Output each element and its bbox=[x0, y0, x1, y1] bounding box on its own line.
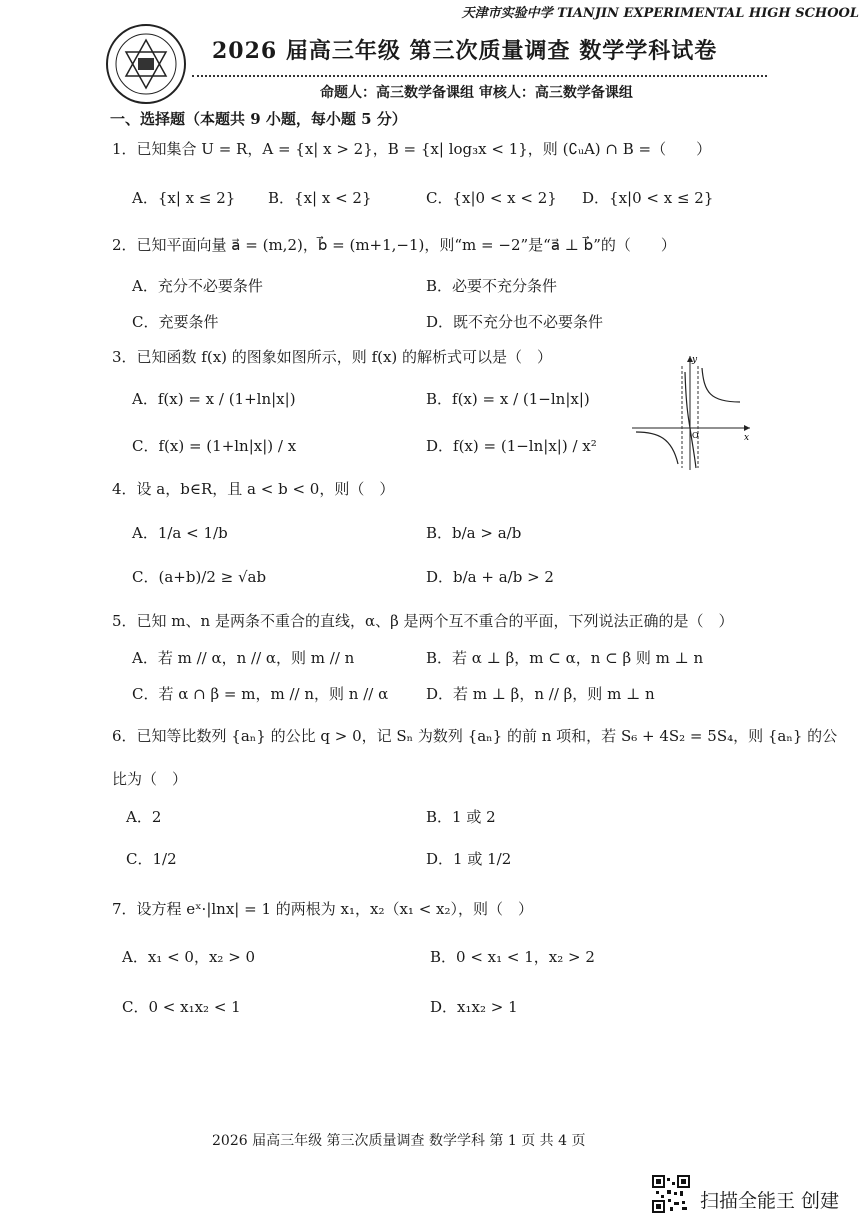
question-6-option-a: A．2 bbox=[126, 808, 162, 826]
section-heading: 一、选择题（本题共 9 小题，每小题 5 分） bbox=[110, 110, 407, 128]
question-5-option-a: A．若 m // α，n // α，则 m // n bbox=[132, 649, 355, 667]
question-3-option-d: D．f(x) = (1−ln|x|) / x² bbox=[426, 437, 597, 455]
question-4-option-b: B．b/a > a/b bbox=[426, 524, 522, 542]
question-2-stem: 2．已知平面向量 a⃗ = (m,2)，b⃗ = (m+1,−1)，则“m = −2”是“a⃗ ⊥ b⃗”的（ ） bbox=[112, 236, 676, 254]
question-2-option-a: A．充分不必要条件 bbox=[132, 277, 263, 295]
question-7-option-a: A．x₁ < 0，x₂ > 0 bbox=[122, 948, 256, 966]
graph-origin-label: O bbox=[692, 431, 699, 440]
question-7-option-c: C．0 < x₁x₂ < 1 bbox=[122, 998, 241, 1016]
question-1-stem: 1．已知集合 U = R，A = {x| x > 2}，B = {x| log₃x < 1}，则 (∁ᵤA) ∩ B =（ ） bbox=[112, 140, 712, 158]
question-6-option-d: D．1 或 1/2 bbox=[426, 850, 512, 868]
question-7-option-d: D．x₁x₂ > 1 bbox=[430, 998, 518, 1016]
question-1-option-d: D．{x|0 < x ≤ 2} bbox=[582, 189, 714, 207]
question-3-stem: 3．已知函数 f(x) 的图象如图所示，则 f(x) 的解析式可以是（ ） bbox=[112, 348, 553, 366]
question-5-option-b: B．若 α ⊥ β，m ⊂ α，n ⊂ β 则 m ⊥ n bbox=[426, 649, 704, 667]
question-3-option-b: B．f(x) = x / (1−ln|x|) bbox=[426, 390, 590, 408]
question-5-option-d: D．若 m ⊥ β，n // β，则 m ⊥ n bbox=[426, 685, 655, 703]
question-6-option-b: B．1 或 2 bbox=[426, 808, 496, 826]
page-footer: 2026 届高三年级 第三次质量调查 数学学科 第 1 页 共 4 页 bbox=[212, 1133, 586, 1149]
exam-title: 2026 届高三年级 第三次质量调查 数学学科试卷 bbox=[212, 38, 718, 64]
question-7-option-b: B．0 < x₁ < 1，x₂ > 2 bbox=[430, 948, 595, 966]
school-seal-logo bbox=[104, 22, 188, 106]
question-1-option-c: C．{x|0 < x < 2} bbox=[426, 189, 557, 207]
question-4-stem: 4．设 a，b∈R，且 a < b < 0，则（ ） bbox=[112, 480, 395, 498]
function-graph-figure bbox=[628, 352, 754, 474]
graph-x-label: x bbox=[744, 433, 750, 443]
question-3-option-c: C．f(x) = (1+ln|x|) / x bbox=[132, 437, 297, 455]
question-4-option-a: A．1/a < 1/b bbox=[132, 524, 228, 542]
question-4-option-c: C．(a+b)/2 ≥ √ab bbox=[132, 568, 267, 586]
question-4-option-d: D．b/a + a/b > 2 bbox=[426, 568, 554, 586]
question-6-stem: 6．已知等比数列 {aₙ} 的公比 q > 0，记 Sₙ 为数列 {aₙ} 的前 n 项和，若 S₆ + 4S₂ = 5S₄，则 {aₙ} 的公 bbox=[112, 727, 838, 745]
question-5-stem: 5．已知 m、n 是两条不重合的直线，α、β 是两个互不重合的平面，下列说法正确的是（ ） bbox=[112, 612, 734, 630]
question-6-option-c: C．1/2 bbox=[126, 850, 177, 868]
question-7-stem: 7．设方程 eˣ·|lnx| = 1 的两根为 x₁，x₂（x₁ < x₂），则（ ） bbox=[112, 900, 534, 918]
school-name-header: 天津市实验中学 TIANJIN EXPERIMENTAL HIGH SCHOOL bbox=[461, 6, 859, 21]
title-divider bbox=[192, 75, 767, 77]
question-3-option-a: A．f(x) = x / (1+ln|x|) bbox=[132, 390, 296, 408]
exam-authors: 命题人：高三数学备课组 审核人：高三数学备课组 bbox=[320, 85, 633, 101]
question-2-option-d: D．既不充分也不必要条件 bbox=[426, 313, 604, 331]
question-2-option-b: B．必要不充分条件 bbox=[426, 277, 558, 295]
question-1-option-b: B．{x| x < 2} bbox=[268, 189, 372, 207]
question-2-option-c: C．充要条件 bbox=[132, 313, 219, 331]
scanner-brand-label: 扫描全能王 创建 bbox=[700, 1190, 840, 1212]
graph-y-label: y bbox=[692, 355, 698, 365]
qr-code-icon bbox=[652, 1175, 690, 1213]
question-6-stem-continued: 比为（ ） bbox=[112, 770, 188, 788]
question-5-option-c: C．若 α ∩ β = m，m // n，则 n // α bbox=[132, 685, 389, 703]
question-1-option-a: A．{x| x ≤ 2} bbox=[132, 189, 236, 207]
